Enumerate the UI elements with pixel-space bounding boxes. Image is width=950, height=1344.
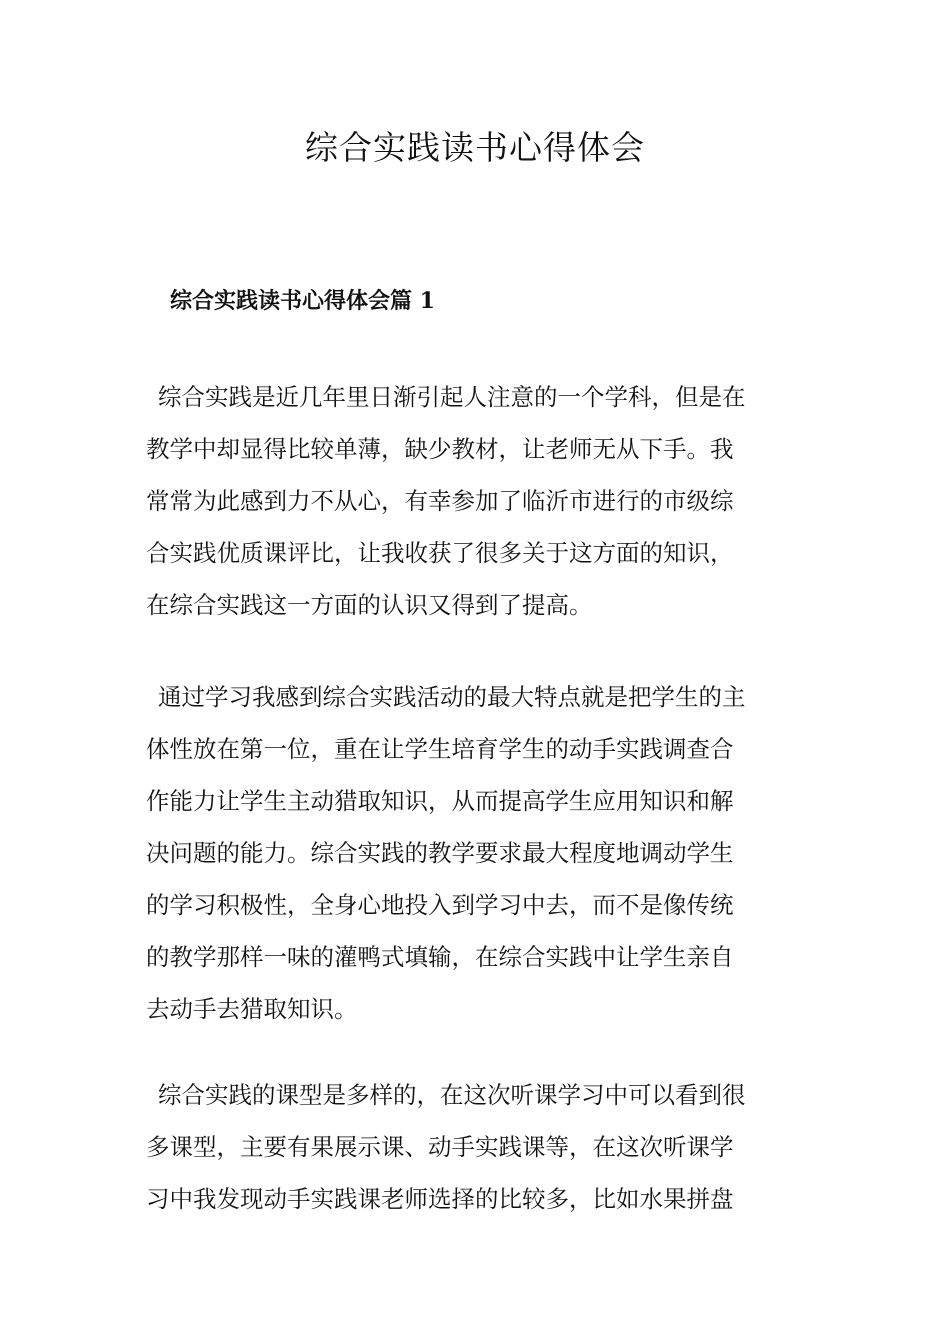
- paragraph-3: [146, 1069, 806, 1225]
- paragraph-line: 的教学那样一味的灌鸭式填输，在综合实践中让学生亲自: [146, 943, 734, 971]
- paragraph-line: 综合实践的课型是多样的，在这次听课学习中可以看到很: [158, 1081, 746, 1109]
- paragraph-line: 合实践优质课评比，让我收获了很多关于这方面的知识，: [146, 539, 734, 567]
- paragraph-line: 常常为此感到力不从心，有幸参加了临沂市进行的市级综: [146, 487, 734, 515]
- paragraph-line: 体性放在第一位，重在让学生培育学生的动手实践调查合: [146, 735, 734, 763]
- paragraph-2: [146, 671, 806, 1035]
- section-heading: 综合实践读书心得体会篇 1: [170, 288, 435, 314]
- paragraph-line: 的学习积极性，全身心地投入到学习中去，而不是像传统: [146, 891, 734, 919]
- paragraph-line: 在综合实践这一方面的认识又得到了提高。: [146, 591, 593, 619]
- paragraph-1: [146, 371, 806, 631]
- paragraph-line: 综合实践是近几年里日渐引起人注意的一个学科，但是在: [158, 383, 746, 411]
- paragraph-line: 通过学习我感到综合实践活动的最大特点就是把学生的主: [158, 683, 746, 711]
- paragraph-line: 去动手去猎取知识。: [146, 995, 358, 1023]
- paragraph-line: 多课型，主要有果展示课、动手实践课等，在这次听课学: [146, 1133, 734, 1161]
- paragraph-line: 作能力让学生主动猎取知识，从而提高学生应用知识和解: [146, 787, 734, 815]
- paragraph-line: 教学中却显得比较单薄，缺少教材，让老师无从下手。我: [146, 435, 734, 463]
- document-title: 综合实践读书心得体会: [305, 128, 645, 167]
- paragraph-line: 决问题的能力。综合实践的教学要求最大程度地调动学生: [146, 839, 734, 867]
- paragraph-line: 习中我发现动手实践课老师选择的比较多，比如水果拼盘: [146, 1185, 734, 1213]
